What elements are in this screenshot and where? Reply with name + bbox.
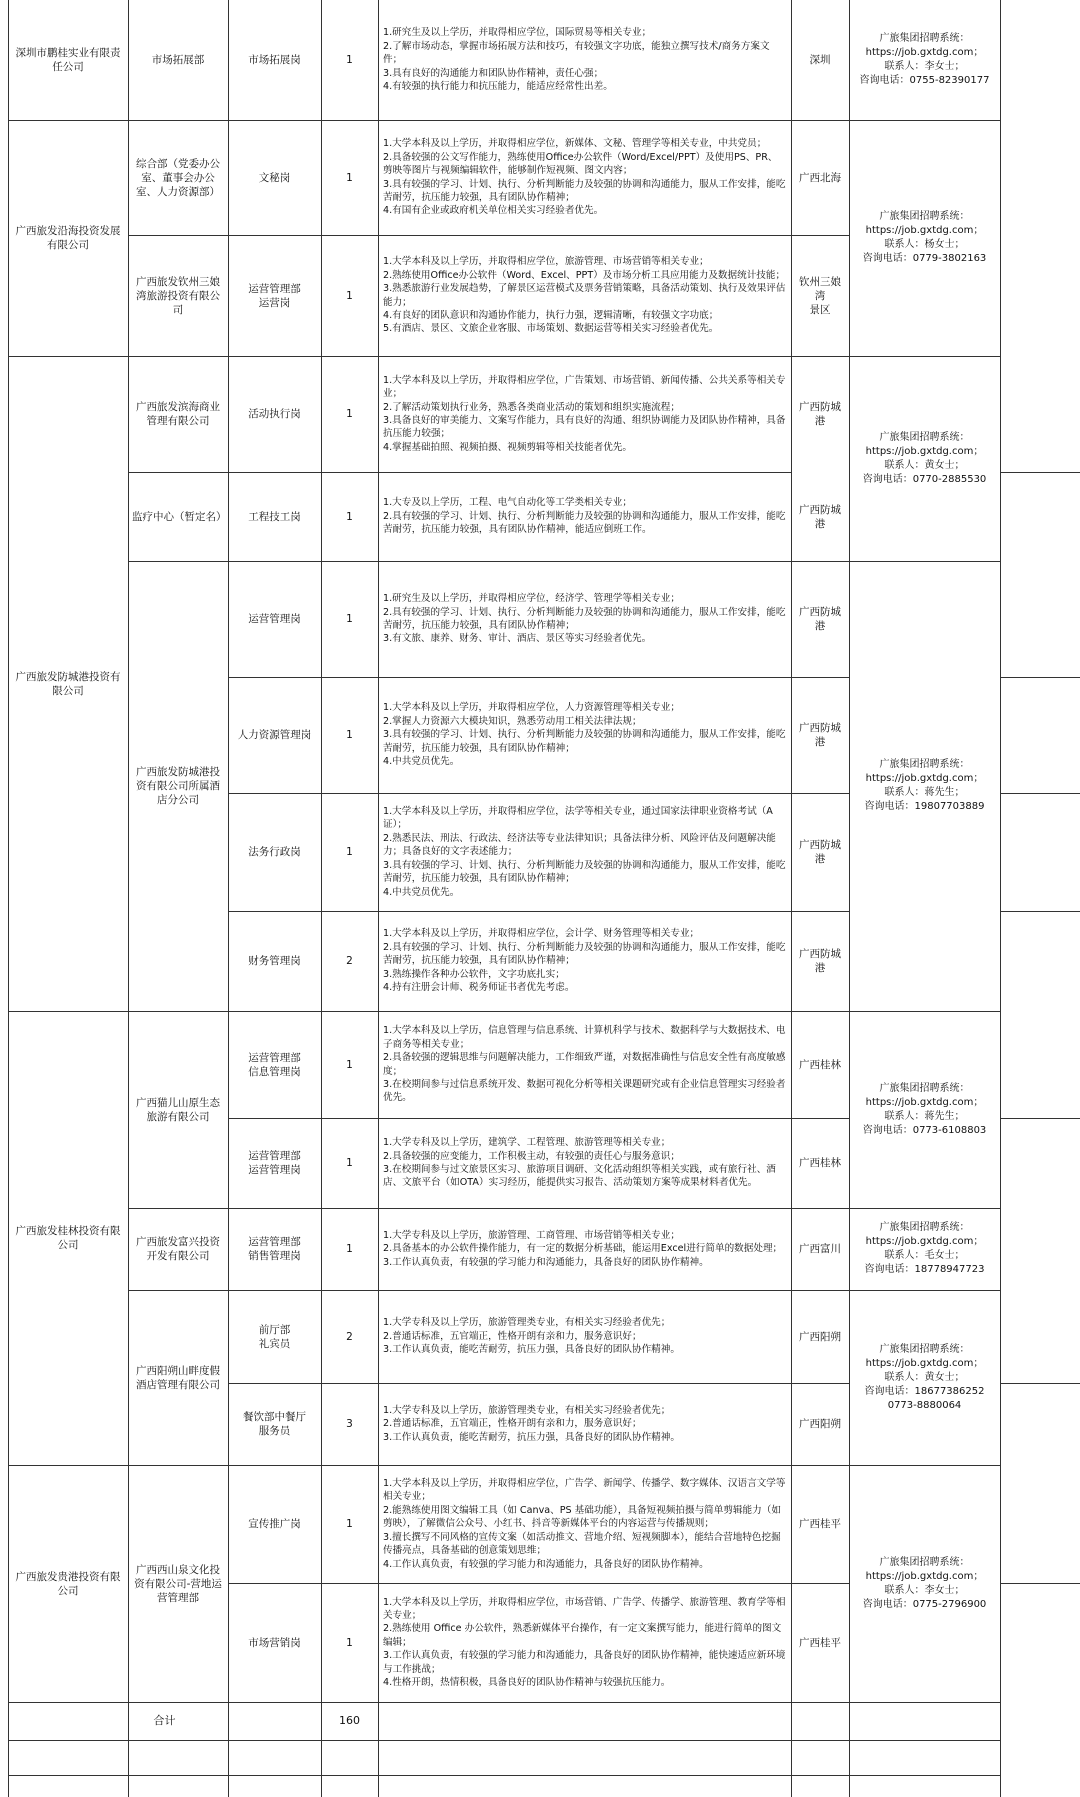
position-cell: 运营管理部 运营岗 (248, 282, 301, 309)
requirements-cell: 1.研究生及以上学历，并取得相应学位，国际贸易等相关专业； 2.了解市场动态，掌握市场拓展方法和技巧，有较强文字功底，能独立撰写技术/商务方案文件； 3.具有良好的沟通能力和团队协作精神，责任心强； 4.有较强的执行能力和抗压能力，能适应经常性出差。 (383, 27, 770, 93)
requirements-cell: 1.大学专科及以上学历，旅游管理类专业，有相关实习经验者优先； 2.普通话标准，五官端正，性格开朗有亲和力，服务意识好； 3.工作认真负责，能吃苦耐劳，抗压力强，具备良好的团队协作精神。 (383, 1317, 680, 1356)
headcount-cell: 1 (346, 846, 353, 858)
grid-line (128, 1740, 129, 1797)
department-cell: 广西旅发富兴投资开发有限公司 (136, 1236, 220, 1262)
requirements-cell: 1.大学本科及以上学历，并取得相应学位，市场营销、广告学、传播学、旅游管理、教育学等相关专业； 2.熟练使用 Office 办公软件，熟悉新媒体平台操作，有一定文案撰写能力，能进行简单的图文编辑； 3.工作认真负责，有较强的学习能力和沟通能力，具备良好的团队协作精神，能快速适应新环境与工作挑战； 4.性格开朗，热情积极，具备良好的团队协作精神与较强抗压能力。 (383, 1596, 786, 1689)
location-cell: 广西防城港 (799, 839, 841, 865)
requirements-cell: 1.大专及以上学历，工程、电气自动化等工学类相关专业； 2.具有较强的学习、计划、执行、分析判断能力及较强的协调和沟通能力，服从工作安排，能吃苦耐劳，抗压能力较强，具有团队协作精神，能适应倒班工作。 (383, 497, 786, 536)
headcount-cell: 2 (346, 955, 353, 967)
position-cell: 餐饮部中餐厅 服务员 (243, 1411, 306, 1437)
headcount-cell: 1 (346, 171, 353, 184)
grid-line (8, 1775, 1000, 1776)
position-cell: 运营管理岗 (248, 613, 301, 625)
position-cell: 市场拓展岗 (248, 54, 301, 66)
requirements-cell: 1.大学专科及以上学历，旅游管理类专业，有相关实习经验者优先； 2.普通话标准，五官端正，性格开朗有亲和力，服务意识好； 3.工作认真负责，能吃苦耐劳，抗压力强，具备良好的团队协作精神。 (383, 1404, 680, 1443)
headcount-cell: 1 (346, 1157, 353, 1169)
grid-line (1000, 1583, 1080, 1584)
headcount-cell: 1 (346, 289, 353, 302)
location-cell: 广西防城港 (799, 503, 841, 530)
location-cell: 广西防城港 (799, 606, 841, 632)
location-cell: 广西防城港 (799, 722, 841, 748)
department-cell: 广西旅发防城港投资有限公司所属酒店分公司 (136, 766, 220, 806)
headcount-cell: 1 (346, 54, 353, 66)
headcount-cell: 1 (346, 1058, 353, 1071)
company-cell: 深圳市鹏桂实业有限责任公司 (15, 47, 121, 73)
contact-cell: 广旅集团招聘系统： https://job.gxtdg.com； 联系人：李女士； 咨询电话：0775-2796900 (862, 1556, 987, 1610)
requirements-cell: 1.大学本科及以上学历，并取得相应学位，人力资源管理等相关专业； 2.掌握人力资源六大模块知识，熟悉劳动用工相关法律法规； 3.具有较强的学习、计划、执行、分析判断能力及较强的协调和沟通能力，服从工作安排，能吃苦耐劳，抗压能力较强，具有团队协作精神； 4.中共党员优先。 (383, 702, 786, 768)
grid-line (1000, 0, 1001, 1797)
headcount-cell: 1 (346, 729, 353, 741)
department-cell: 监疗中心（暂定名） (132, 510, 227, 523)
requirements-cell: 1.大学本科及以上学历，并取得相应学位，法学等相关专业，通过国家法律职业资格考试（A证）； 2.熟悉民法、刑法、行政法、经济法等专业法律知识；具备法律分析、风险评估及问题解决能力；具备良好的文字表述能力； 3.具有较强的学习、计划、执行、分析判断能力及较强的协调和沟通能力，服从工作安排，能吃苦耐劳，抗压能力较强，具有团队协作精神； 4.中共党员优先。 (383, 806, 786, 898)
requirements-cell: 1.研究生及以上学历，并取得相应学位，经济学、管理学等相关专业； 2.具有较强的学习、计划、执行、分析判断能力及较强的协调和沟通能力，服从工作安排，能吃苦耐劳，抗压能力较强，具有团队协作精神； 3.有文旅、康养、财务、审计、酒店、景区等实习经验者优先。 (383, 593, 786, 645)
department-cell: 广西旅发滨海商业管理有限公司 (136, 401, 220, 427)
department-cell: 广西猫儿山原生态旅游有限公司 (136, 1096, 220, 1123)
location-cell: 广西防城港 (799, 401, 841, 427)
department-cell: 广西阳朔山畔度假酒店管理有限公司 (136, 1364, 220, 1391)
grid-line (1000, 911, 1080, 912)
department-cell: 综合部（党委办公室、董事会办公室、人力资源部） (136, 157, 220, 198)
position-cell: 文秘岗 (258, 171, 291, 184)
contact-cell: 广旅集团招聘系统： https://job.gxtdg.com； 联系人：杨女士； 咨询电话：0779-3802163 (862, 211, 987, 264)
location-cell: 广西桂平 (799, 1518, 841, 1530)
contact-cell: 广旅集团招聘系统： https://job.gxtdg.com； 联系人：黄女士； 咨询电话：0770-2885530 (862, 431, 987, 485)
headcount-cell: 1 (346, 510, 353, 523)
location-cell: 广西桂平 (799, 1636, 841, 1649)
headcount-cell: 1 (346, 613, 353, 625)
contact-cell: 广旅集团招聘系统： https://job.gxtdg.com； 联系人：蒋先生； 咨询电话：0773-6108803 (862, 1082, 987, 1136)
requirements-cell: 1.大学本科及以上学历，信息管理与信息系统、计算机科学与技术、数据科学与大数据技术、电子商务等相关专业； 2.具备较强的逻辑思维与问题解决能力，工作细致严谨，对数据准确性与信息安全性有高度敏感度； 3.在校期间参与过信息系统开发、数据可视化分析等相关课题研究或有企业信息管理实习经验者优先。 (383, 1025, 786, 1104)
location-cell: 深圳 (809, 54, 831, 66)
total-label: 合计 (153, 1714, 176, 1727)
requirements-cell: 1.大学专科及以上学历，旅游管理、工商管理、市场营销等相关专业； 2.具备基本的办公软件操作能力，有一定的数据分析基础，能运用Excel进行简单的数据处理； 3.工作认真负责，有较强的学习能力和沟通能力，具备良好的团队协作精神。 (383, 1229, 783, 1268)
location-cell: 广西富川 (799, 1243, 841, 1255)
contact-cell: 广旅集团招聘系统： https://job.gxtdg.com； 联系人：黄女士； 咨询电话：18677386252 0773-8880064 (864, 1343, 985, 1411)
position-cell: 前厅部 礼宾员 (258, 1323, 291, 1350)
department-cell: 广西旅发钦州三娘湾旅游投资有限公司 (136, 275, 220, 316)
grid-line (1000, 472, 1080, 473)
headcount-cell: 1 (346, 1518, 353, 1530)
position-cell: 活动执行岗 (248, 408, 301, 420)
requirements-cell: 1.大学本科及以上学历，并取得相应学位，旅游管理、市场营销等相关专业； 2.熟练使用Office办公软件（Word、Excel、PPT）及市场分析工具应用能力及数据统计技能； 3.熟悉旅游行业发展趋势，了解景区运营模式及票务营销策略，具备活动策划、执行及效果评估能力； 4.有良好的团队意识和沟通协作能力，执行力强，逻辑清晰，有较强文字功底； 5.有酒店、景区、文旅企业客服、市场策划、数据运营等相关实习经验者优先。 (383, 256, 786, 335)
location-cell: 广西阳朔 (799, 1330, 841, 1343)
position-cell: 财务管理岗 (248, 955, 301, 967)
contact-cell: 广旅集团招聘系统： https://job.gxtdg.com； 联系人：蒋先生； 咨询电话：19807703889 (864, 759, 985, 812)
company-cell: 广西旅发沿海投资发展有限公司 (15, 225, 121, 251)
company-cell: 广西旅发贵港投资有限公司 (15, 1570, 121, 1597)
location-cell: 广西桂林 (799, 1058, 841, 1071)
grid-line (1000, 1118, 1080, 1119)
requirements-cell: 1.大学专科及以上学历，建筑学、工程管理、旅游管理等相关专业； 2.具备较强的应变能力，工作积极主动，有较强的责任心与服务意识； 3.在校期间参与过文旅景区实习、旅游项目调研、文化活动组织等相关实践，或有旅行社、酒店、文旅平台（如OTA）实习经历，能提供实习报告、活动策划方案等成果材料者优先。 (383, 1137, 776, 1189)
requirements-cell: 1.大学本科及以上学历，并取得相应学位，会计学、财务管理等相关专业； 2.具有较强的学习、计划、执行、分析判断能力及较强的协调和沟通能力，服从工作安排，能吃苦耐劳，抗压能力较强，具有团队协作精神； 3.熟练操作各种办公软件，文字功底扎实； 4.持有注册会计师、税务师证书者优先考虑。 (383, 928, 786, 994)
total-headcount: 160 (339, 1714, 360, 1727)
position-cell: 运营管理部 销售管理岗 (248, 1236, 301, 1262)
contact-cell: 广旅集团招聘系统： https://job.gxtdg.com； 联系人：李女士； 咨询电话：0755-82390177 (859, 33, 990, 86)
position-cell: 运营管理部 信息管理岗 (248, 1051, 301, 1078)
department-cell: 市场拓展部 (151, 54, 205, 66)
location-cell: 广西桂林 (799, 1157, 841, 1169)
requirements-cell: 1.大学本科及以上学历，并取得相应学位，广告策划、市场营销、新闻传播、公共关系等相关专业； 2.了解活动策划执行业务，熟悉各类商业活动的策划和组织实施流程； 3.具备良好的审美能力、文案写作能力，具有良好的沟通、组织协调能力及团队协作精神，具备抗压能力较强； 4.掌握基础拍照、视频拍摄、视频剪辑等相关技能者优先。 (383, 374, 786, 453)
location-cell: 钦州三娘湾 景区 (799, 275, 841, 316)
headcount-cell: 1 (346, 1243, 353, 1255)
headcount-cell: 1 (346, 408, 353, 420)
location-cell: 广西阳朔 (799, 1418, 841, 1430)
headcount-cell: 2 (346, 1330, 353, 1343)
grid-line (1000, 793, 1080, 794)
position-cell: 宣传推广岗 (248, 1518, 301, 1530)
company-cell: 广西旅发防城港投资有限公司 (15, 670, 121, 697)
position-cell: 人力资源管理岗 (237, 729, 312, 741)
contact-cell: 广旅集团招聘系统： https://job.gxtdg.com； 联系人：毛女士； 咨询电话：18778947723 (864, 1222, 985, 1275)
position-cell: 运营管理部 运营管理岗 (248, 1150, 301, 1176)
headcount-cell: 1 (346, 1636, 353, 1649)
location-cell: 广西防城港 (799, 948, 841, 974)
headcount-cell: 3 (346, 1418, 353, 1430)
company-cell: 广西旅发桂林投资有限公司 (15, 1225, 121, 1251)
position-cell: 工程技工岗 (248, 510, 301, 523)
grid-line (8, 1740, 1000, 1741)
department-cell: 广西西山泉文化投资有限公司-营地运营管理部 (134, 1563, 222, 1604)
position-cell: 市场营销岗 (248, 1636, 301, 1649)
grid-line (1000, 677, 1080, 678)
requirements-cell: 1.大学本科及以上学历，并取得相应学位，新媒体、文秘、管理学等相关专业，中共党员； 2.具备较强的公文写作能力，熟练使用Office办公软件（Word/Excel/PPT）及使用PS、PR、剪映等图片与视频编辑软件，能够制作短视频、图文内容； 3.具有较强的学习、计划、执行、分析判断能力及较强的协调和沟通能力，服从工作安排，能吃苦耐劳，抗压能力较强，具有团队协作精神； 4.有国有企业或政府机关单位相关实习经验者优先。 (383, 138, 786, 217)
grid-line (1000, 1383, 1080, 1384)
location-cell: 广西北海 (799, 171, 841, 184)
requirements-cell: 1.大学本科及以上学历，并取得相应学位，广告学、新闻学、传播学、数字媒体、汉语言文学等相关专业； 2.能熟练使用图文编辑工具（如 Canva、PS 基础功能），具备短视频拍摄与简单剪辑能力（如剪映），了解微信公众号、小红书、抖音等新媒体平台的内容运营与传播规则； 3.擅长撰写不同风格的宣传文案（如活动推文、营地介绍、短视频脚本），能结合营地特色挖掘传播亮点，具备基础的创意策划思维； 4.工作认真负责，有较强的学习能力和沟通能力，具备良好的团队协作精神。 (383, 1478, 786, 1570)
position-cell: 法务行政岗 (248, 846, 301, 858)
